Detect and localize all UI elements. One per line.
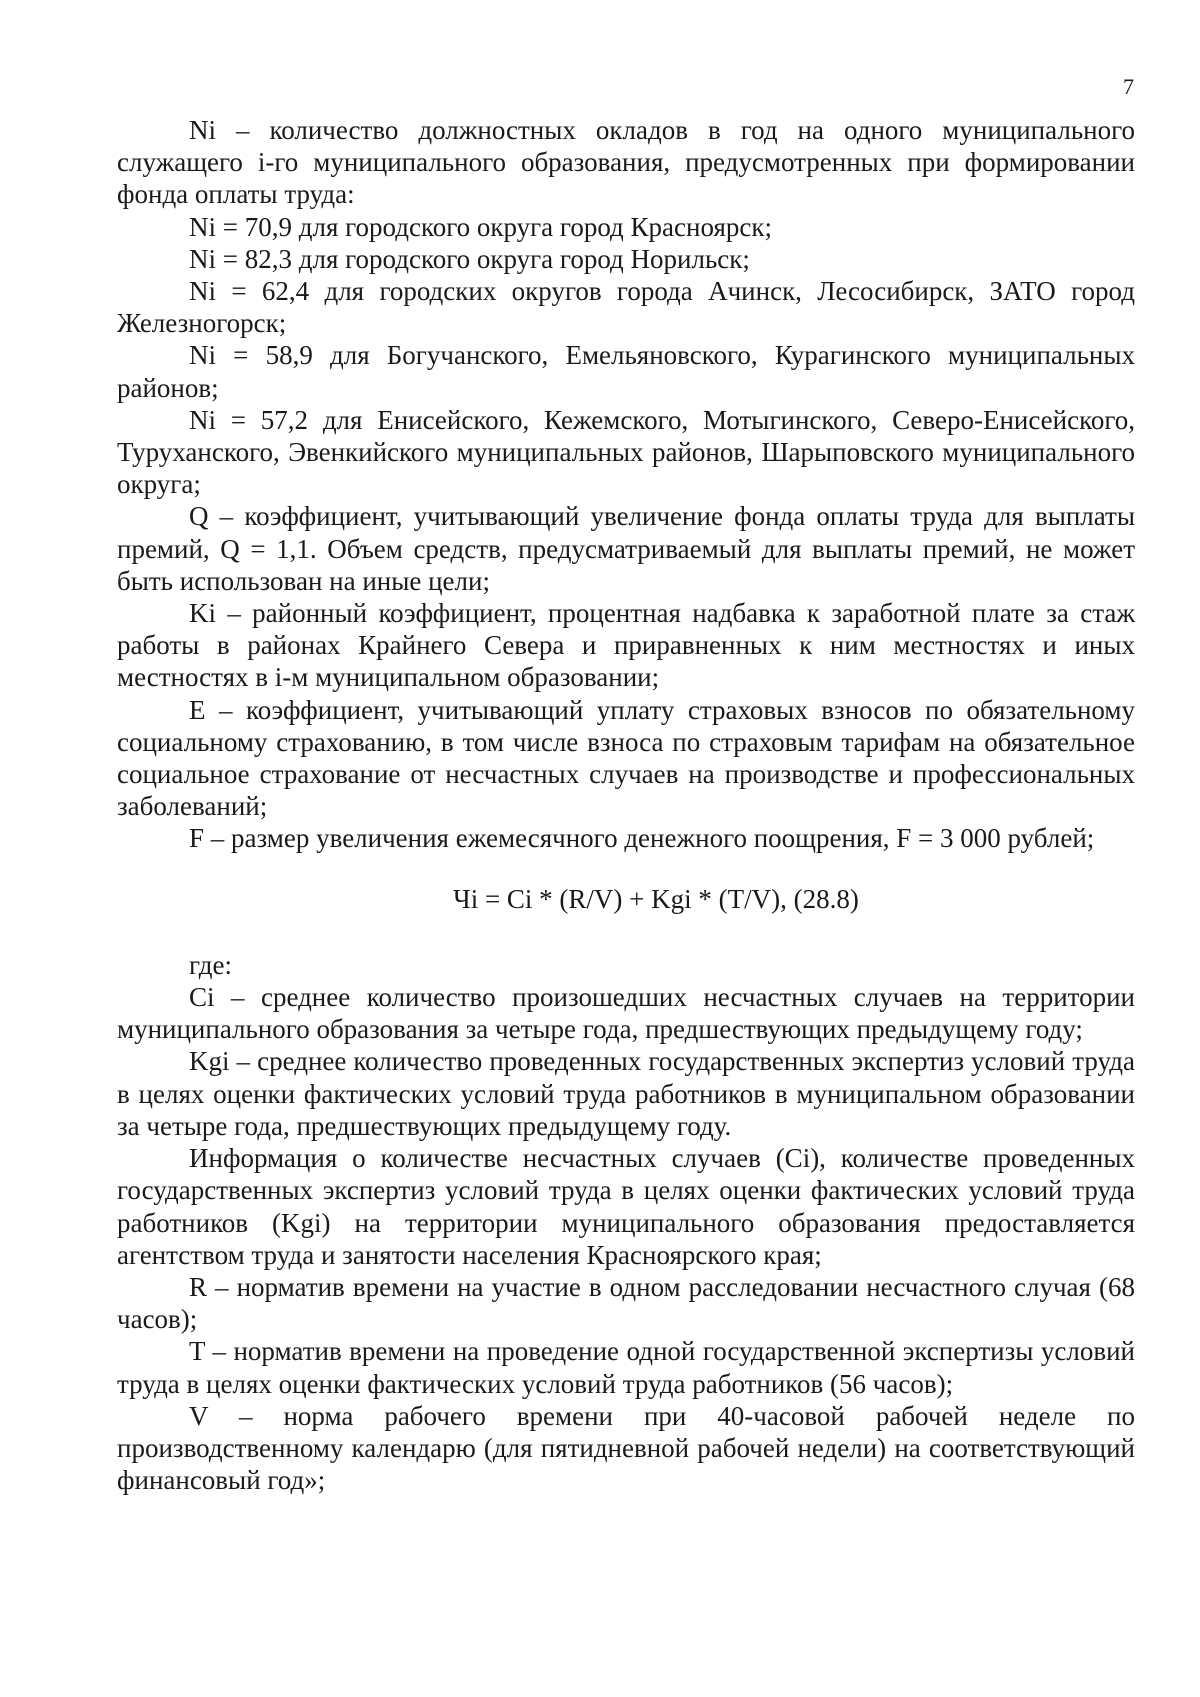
paragraph-q-coefficient: Q – коэффициент, учитывающий увеличение фонда оплаты труда для выплаты премий, Q = 1,1. Объем средств, предусматриваемый для выплаты премий, не может быть использован на иные цели; [117,501,1135,596]
definition-v: V – норма рабочего времени при 40-часовой рабочей неделе по производственному календарю (для пятидневной рабочей недели) на соответствующий финансовый год»; [117,1400,1135,1496]
paragraph-ni-definition: Ni – количество должностных окладов в год на одного муниципального служащего i-го муниципального образования, предусмотренных при формировании фонда оплаты труда: [117,115,1135,210]
paragraph-ki-coefficient: Ki – районный коэффициент, процентная надбавка к заработной плате за стаж работы в районах Крайнего Севера и приравненных к ним местностях и иных местностях в i-м муниципальном образовании; [117,598,1135,693]
paragraph-ni-achinsk: Ni = 62,4 для городских округов города Ачинск, Лесосибирск, ЗАТО город Железногорск; [117,276,1135,339]
where-label: где: [189,949,232,980]
paragraph-e-coefficient: Е – коэффициент, учитывающий уплату страховых взносов по обязательному социальному страхованию, в том числе взноса по страховым тарифам на обязательное социальное страхование от несчастных случаев на производстве и профессиональных заболеваний; [117,694,1135,822]
definition-kgi: Kgi – среднее количество проведенных государственных экспертиз условий труда в целях оценки фактических условий труда работников в муниципальном образовании за четыре года, предшествующих предыдущему году. [117,1046,1135,1141]
paragraph-information-source: Информация о количестве несчастных случаев (Ci), количестве проведенных государственных экспертиз условий труда в целях оценки фактических условий труда работников (Kgi) на территории муниципального образования предоставляется агентством труда и занятости населения Красноярского края; [117,1143,1135,1270]
definition-r: R – норматив времени на участие в одном расследовании несчастного случая (68 часов); [117,1271,1135,1335]
definition-t: T – норматив времени на проведение одной государственной экспертизы условий труда в целях оценки фактических условий труда работников (56 часов); [117,1336,1135,1399]
formula-28-8: Чi = Ci * (R/V) + Kgi * (T/V), (28.8) [453,883,859,914]
paragraph-ni-yeniseysk: Ni = 57,2 для Енисейского, Кежемского, Мотыгинского, Северо-Енисейского, Туруханского, Эвенкийского муниципальных районов, Шарыповского муниципального округа; [117,404,1135,500]
paragraph-ni-krasnoyarsk: Ni = 70,9 для городского округа город Красноярск; [189,211,772,242]
paragraph-ni-boguchany: Ni = 58,9 для Богучанского, Емельяновского, Курагинского муниципальных районов; [117,340,1135,403]
definition-ci: Ci – среднее количество произошедших несчастных случаев на территории муниципального образования за четыре года, предшествующих предыдущему году; [117,982,1135,1045]
page-number: 7 [1123,74,1134,99]
document-body [117,114,1135,1496]
paragraph-ni-norilsk: Ni = 82,3 для городского округа город Норильск; [189,243,750,274]
paragraph-f-amount: F – размер увеличения ежемесячного денежного поощрения, F = 3 000 рублей; [189,823,1095,854]
